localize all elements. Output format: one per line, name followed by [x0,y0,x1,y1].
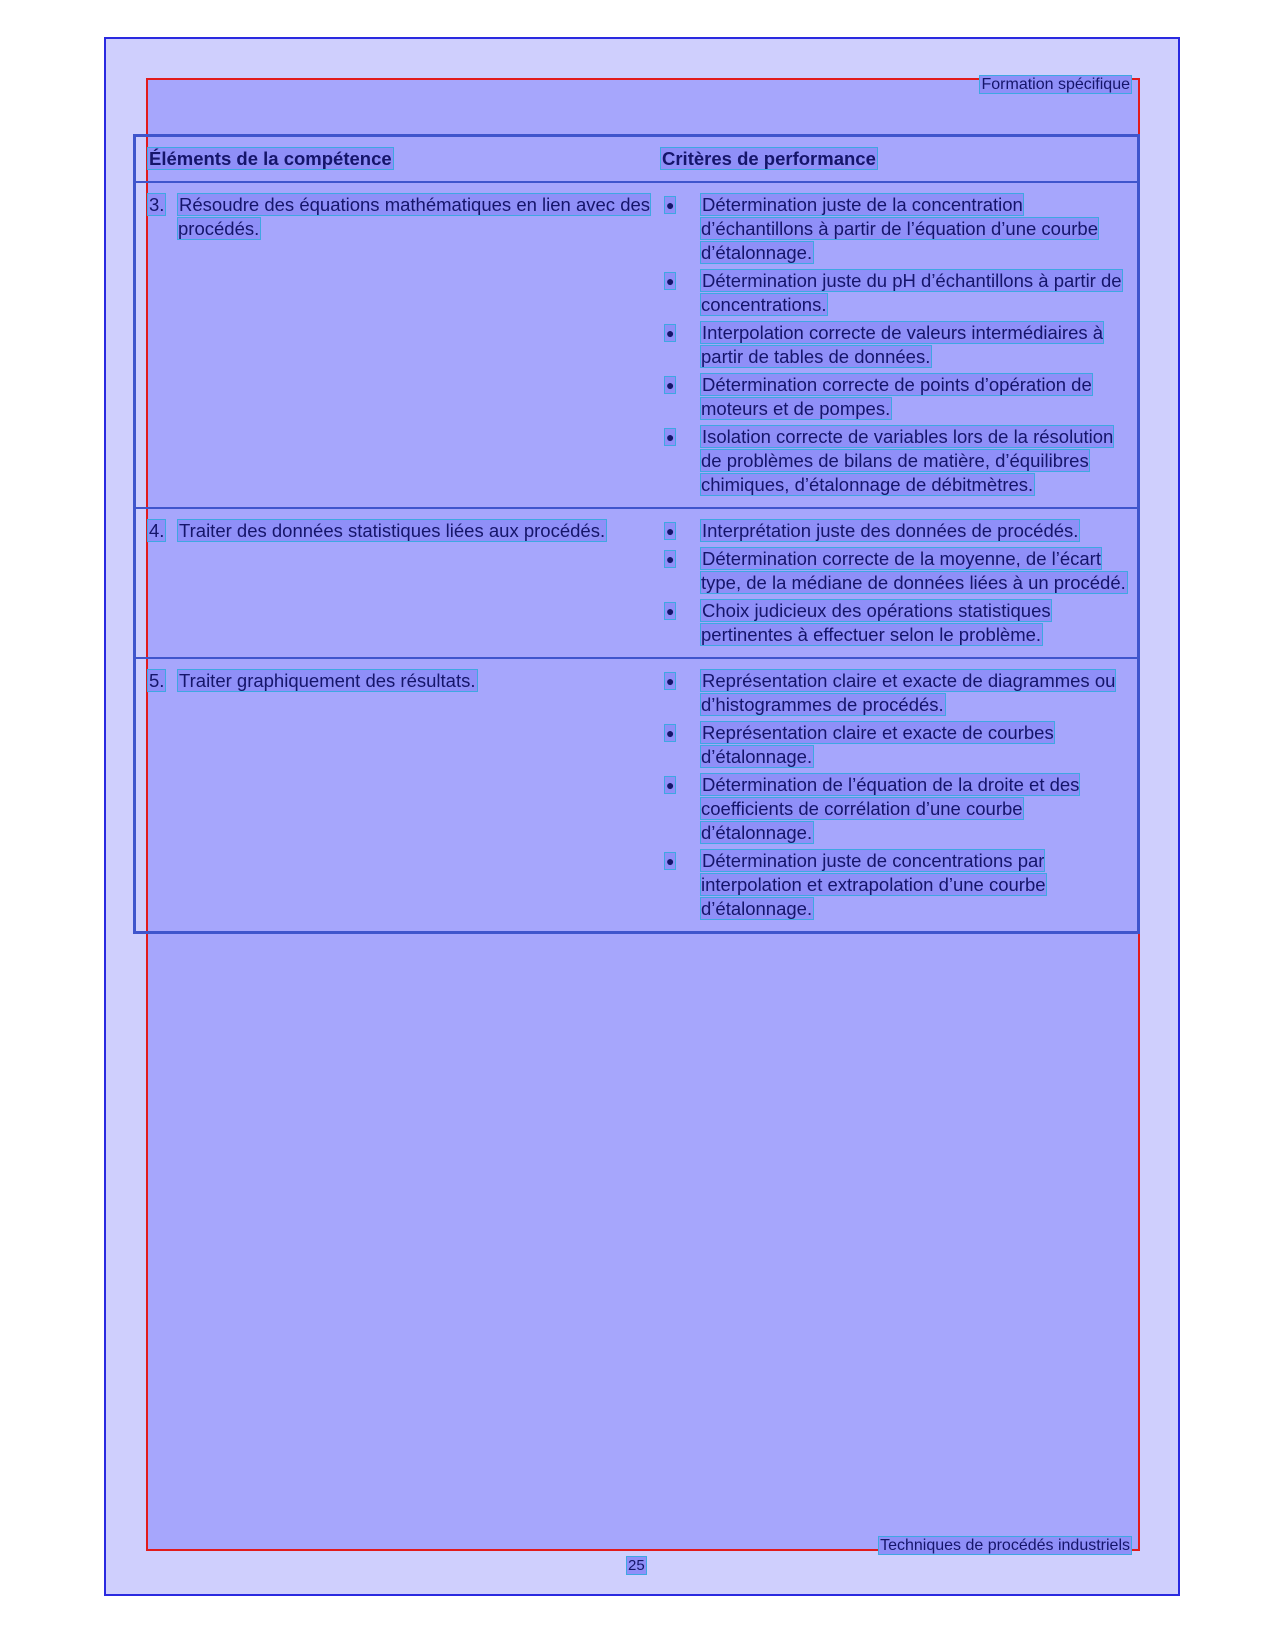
bullet-icon: ● [666,673,675,689]
bullet-icon: ● [666,377,675,393]
table-row [135,182,1139,508]
criteria-cell [661,658,1139,933]
bullet-icon: ● [666,777,675,793]
criteria-list [661,669,1137,921]
running-header [980,75,1131,95]
page-number: 25 [628,1557,645,1574]
element-text: Traiter graphiquement des résultats. [179,670,476,691]
criteria-list [661,519,1137,647]
competence-table [133,134,1140,934]
running-footer [879,1536,1131,1556]
element-cell [135,508,662,658]
element-number: 3. [149,194,165,215]
bullet-icon: ● [666,273,675,289]
element-number: 5. [149,670,165,691]
bullet-icon: ● [666,325,675,341]
element-text: Résoudre des équations mathématiques en lien avec des procédés. [178,194,651,239]
criteria-item: ● Représentation claire et exacte de courbes d’étalonnage. [661,721,1137,769]
criteria-item: ● Détermination correcte de la moyenne, de l’écart type, de la médiane de données liées à un procédé. [661,547,1137,595]
criteria-list [661,193,1137,497]
criteria-item: ● Détermination de l’équation de la droite et des coefficients de corrélation d’une courbe d’étalonnage. [661,773,1137,845]
header-section-label: Formation spécifique [981,76,1130,93]
element-cell [135,658,662,933]
bullet-icon: ● [666,725,675,741]
criteria-item: ● Détermination juste du pH d’échantillons à partir de concentrations. [661,269,1137,317]
criteria-item: ● Détermination juste de la concentration d’échantillons à partir de l’équation d’une courbe d’étalonnage. [661,193,1137,265]
element-text: Traiter des données statistiques liées aux procédés. [179,520,606,541]
column-header-criteria: Critères de performance [661,136,1139,183]
criteria-item: ● Choix judicieux des opérations statistiques pertinentes à effectuer selon le problème. [661,599,1137,647]
footer-program-label: Techniques de procédés industriels [880,1537,1130,1554]
criteria-item: ● Représentation claire et exacte de diagrammes ou d’histogrammes de procédés. [661,669,1137,717]
criteria-item: ● Interprétation juste des données de procédés. [661,519,1137,543]
criteria-cell [661,182,1139,508]
criteria-item: ● Détermination juste de concentrations par interpolation et extrapolation d’une courbe d’étalonnage. [661,849,1137,921]
criteria-item: ● Interpolation correcte de valeurs intermédiaires à partir de tables de données. [661,321,1137,369]
table-row [135,658,1139,933]
element-cell [135,182,662,508]
bullet-icon: ● [666,523,675,539]
bullet-icon: ● [666,853,675,869]
bullet-icon: ● [666,197,675,213]
element-number: 4. [149,520,165,541]
table-header-row [135,136,1139,183]
criteria-cell [661,508,1139,658]
table-row [135,508,1139,658]
bullet-icon: ● [666,603,675,619]
column-header-elements: Éléments de la compétence [135,136,662,183]
criteria-item: ● Détermination correcte de points d’opération de moteurs et de pompes. [661,373,1137,421]
bullet-icon: ● [666,429,675,445]
criteria-item: ● Isolation correcte de variables lors de la résolution de problèmes de bilans de matière, d’équilibres chimiques, d’étalonnage de débitmètres. [661,425,1137,497]
bullet-icon: ● [666,551,675,567]
